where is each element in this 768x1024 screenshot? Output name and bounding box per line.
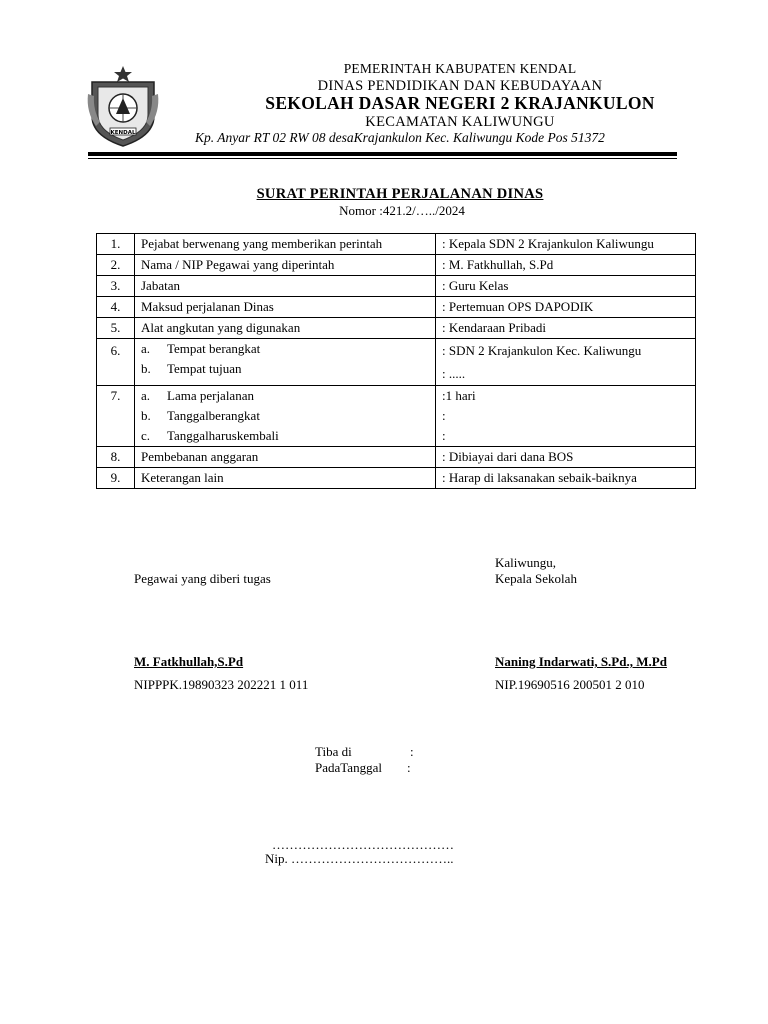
row-label: Nama / NIP Pegawai yang diperintah bbox=[135, 255, 436, 276]
row-label: Alat angkutan yang digunakan bbox=[135, 318, 436, 339]
sub-value: : bbox=[442, 408, 446, 423]
sub-letter: c. bbox=[141, 428, 151, 443]
row-value: : M. Fatkhullah, S.Pd bbox=[436, 255, 696, 276]
row-label bbox=[135, 386, 436, 447]
arrival-date-colon: : bbox=[407, 760, 411, 775]
sub-letter: b. bbox=[141, 408, 151, 423]
letterhead-agency: DINAS PENDIDIKAN DAN KEBUDAYAAN bbox=[317, 78, 603, 94]
sub-label: Lama perjalanan bbox=[167, 388, 254, 403]
row-number: 3. bbox=[97, 276, 135, 297]
sub-value: : ..... bbox=[442, 366, 466, 381]
row-value bbox=[436, 339, 696, 386]
sub-letter: a. bbox=[141, 388, 151, 403]
table-row bbox=[97, 468, 696, 489]
sub-value: : bbox=[442, 428, 446, 443]
row-number: 7. bbox=[97, 386, 135, 447]
sub-value: : SDN 2 Krajankulon Kec. Kaliwungu bbox=[442, 343, 642, 358]
letterhead-government: PEMERINTAH KABUPATEN KENDAL bbox=[343, 61, 577, 76]
document-title: SURAT PERINTAH PERJALANAN DINAS bbox=[256, 186, 544, 202]
row-value: : Harap di laksanakan sebaik-baiknya bbox=[436, 468, 696, 489]
row-number: 2. bbox=[97, 255, 135, 276]
arrival-place-colon: : bbox=[410, 744, 414, 759]
table-row bbox=[97, 447, 696, 468]
sub-letter: a. bbox=[141, 341, 151, 356]
right-signer-role: Kepala Sekolah bbox=[495, 571, 577, 586]
table-row bbox=[97, 297, 696, 318]
sub-letter: b. bbox=[141, 361, 151, 376]
kendal-regency-logo bbox=[86, 64, 160, 148]
svg-text:KENDAL: KENDAL bbox=[110, 130, 136, 136]
row-number: 9. bbox=[97, 468, 135, 489]
arrival-place-label: Tiba di bbox=[315, 744, 352, 759]
left-signer-name: M. Fatkhullah,S.Pd bbox=[134, 654, 244, 669]
table-row bbox=[97, 318, 696, 339]
letterhead-address: Kp. Anyar RT 02 RW 08 desaKrajankulon Kec. Kaliwungu Kode Pos 51372 bbox=[195, 130, 605, 145]
document-number: Nomor :421.2/…../2024 bbox=[339, 203, 465, 218]
sub-label: Tempat berangkat bbox=[167, 341, 261, 356]
row-value: : Guru Kelas bbox=[436, 276, 696, 297]
table-row bbox=[97, 234, 696, 255]
table-row bbox=[97, 255, 696, 276]
row-label: Jabatan bbox=[135, 276, 436, 297]
left-signer-nip: NIPPPK.19890323 202221 1 011 bbox=[134, 677, 309, 692]
row-label: Keterangan lain bbox=[135, 468, 436, 489]
table-row-duration bbox=[97, 386, 696, 447]
right-signer-name: Naning Indarwati, S.Pd., M.Pd bbox=[495, 654, 667, 669]
arrival-date-label: PadaTanggal bbox=[315, 760, 382, 775]
row-number: 6. bbox=[97, 339, 135, 386]
signature-nip-line: Nip. ……………………………….. bbox=[265, 851, 454, 866]
signature-place-date: Kaliwungu, bbox=[495, 555, 557, 570]
row-label: Maksud perjalanan Dinas bbox=[135, 297, 436, 318]
letterhead-divider-thin bbox=[88, 158, 677, 159]
table-row bbox=[97, 276, 696, 297]
row-number: 1. bbox=[97, 234, 135, 255]
row-value bbox=[436, 386, 696, 447]
table-row-locations bbox=[97, 339, 696, 386]
row-number: 4. bbox=[97, 297, 135, 318]
right-signer-nip: NIP.19690516 200501 2 010 bbox=[495, 677, 645, 692]
sub-label: Tanggalberangkat bbox=[167, 408, 260, 423]
row-label bbox=[135, 339, 436, 386]
sub-value: :1 hari bbox=[442, 388, 476, 403]
row-label: Pembebanan anggaran bbox=[135, 447, 436, 468]
row-number: 5. bbox=[97, 318, 135, 339]
letterhead-district: KECAMATAN KALIWUNGU bbox=[365, 114, 555, 130]
row-value: : Kepala SDN 2 Krajankulon Kaliwungu bbox=[436, 234, 696, 255]
row-value: : Pertemuan OPS DAPODIK bbox=[436, 297, 696, 318]
row-value: : Dibiayai dari dana BOS bbox=[436, 447, 696, 468]
letterhead-school-name: SEKOLAH DASAR NEGERI 2 KRAJANKULON bbox=[265, 93, 655, 113]
sub-label: Tanggalharuskembali bbox=[167, 428, 279, 443]
row-value: : Kendaraan Pribadi bbox=[436, 318, 696, 339]
left-signer-role: Pegawai yang diberi tugas bbox=[134, 571, 271, 586]
letterhead-divider bbox=[88, 152, 677, 156]
travel-order-table bbox=[96, 233, 696, 489]
row-label: Pejabat berwenang yang memberikan perintah bbox=[135, 234, 436, 255]
sub-label: Tempat tujuan bbox=[167, 361, 242, 376]
signature-dotted-line: …………………………………… bbox=[272, 837, 454, 852]
row-number: 8. bbox=[97, 447, 135, 468]
